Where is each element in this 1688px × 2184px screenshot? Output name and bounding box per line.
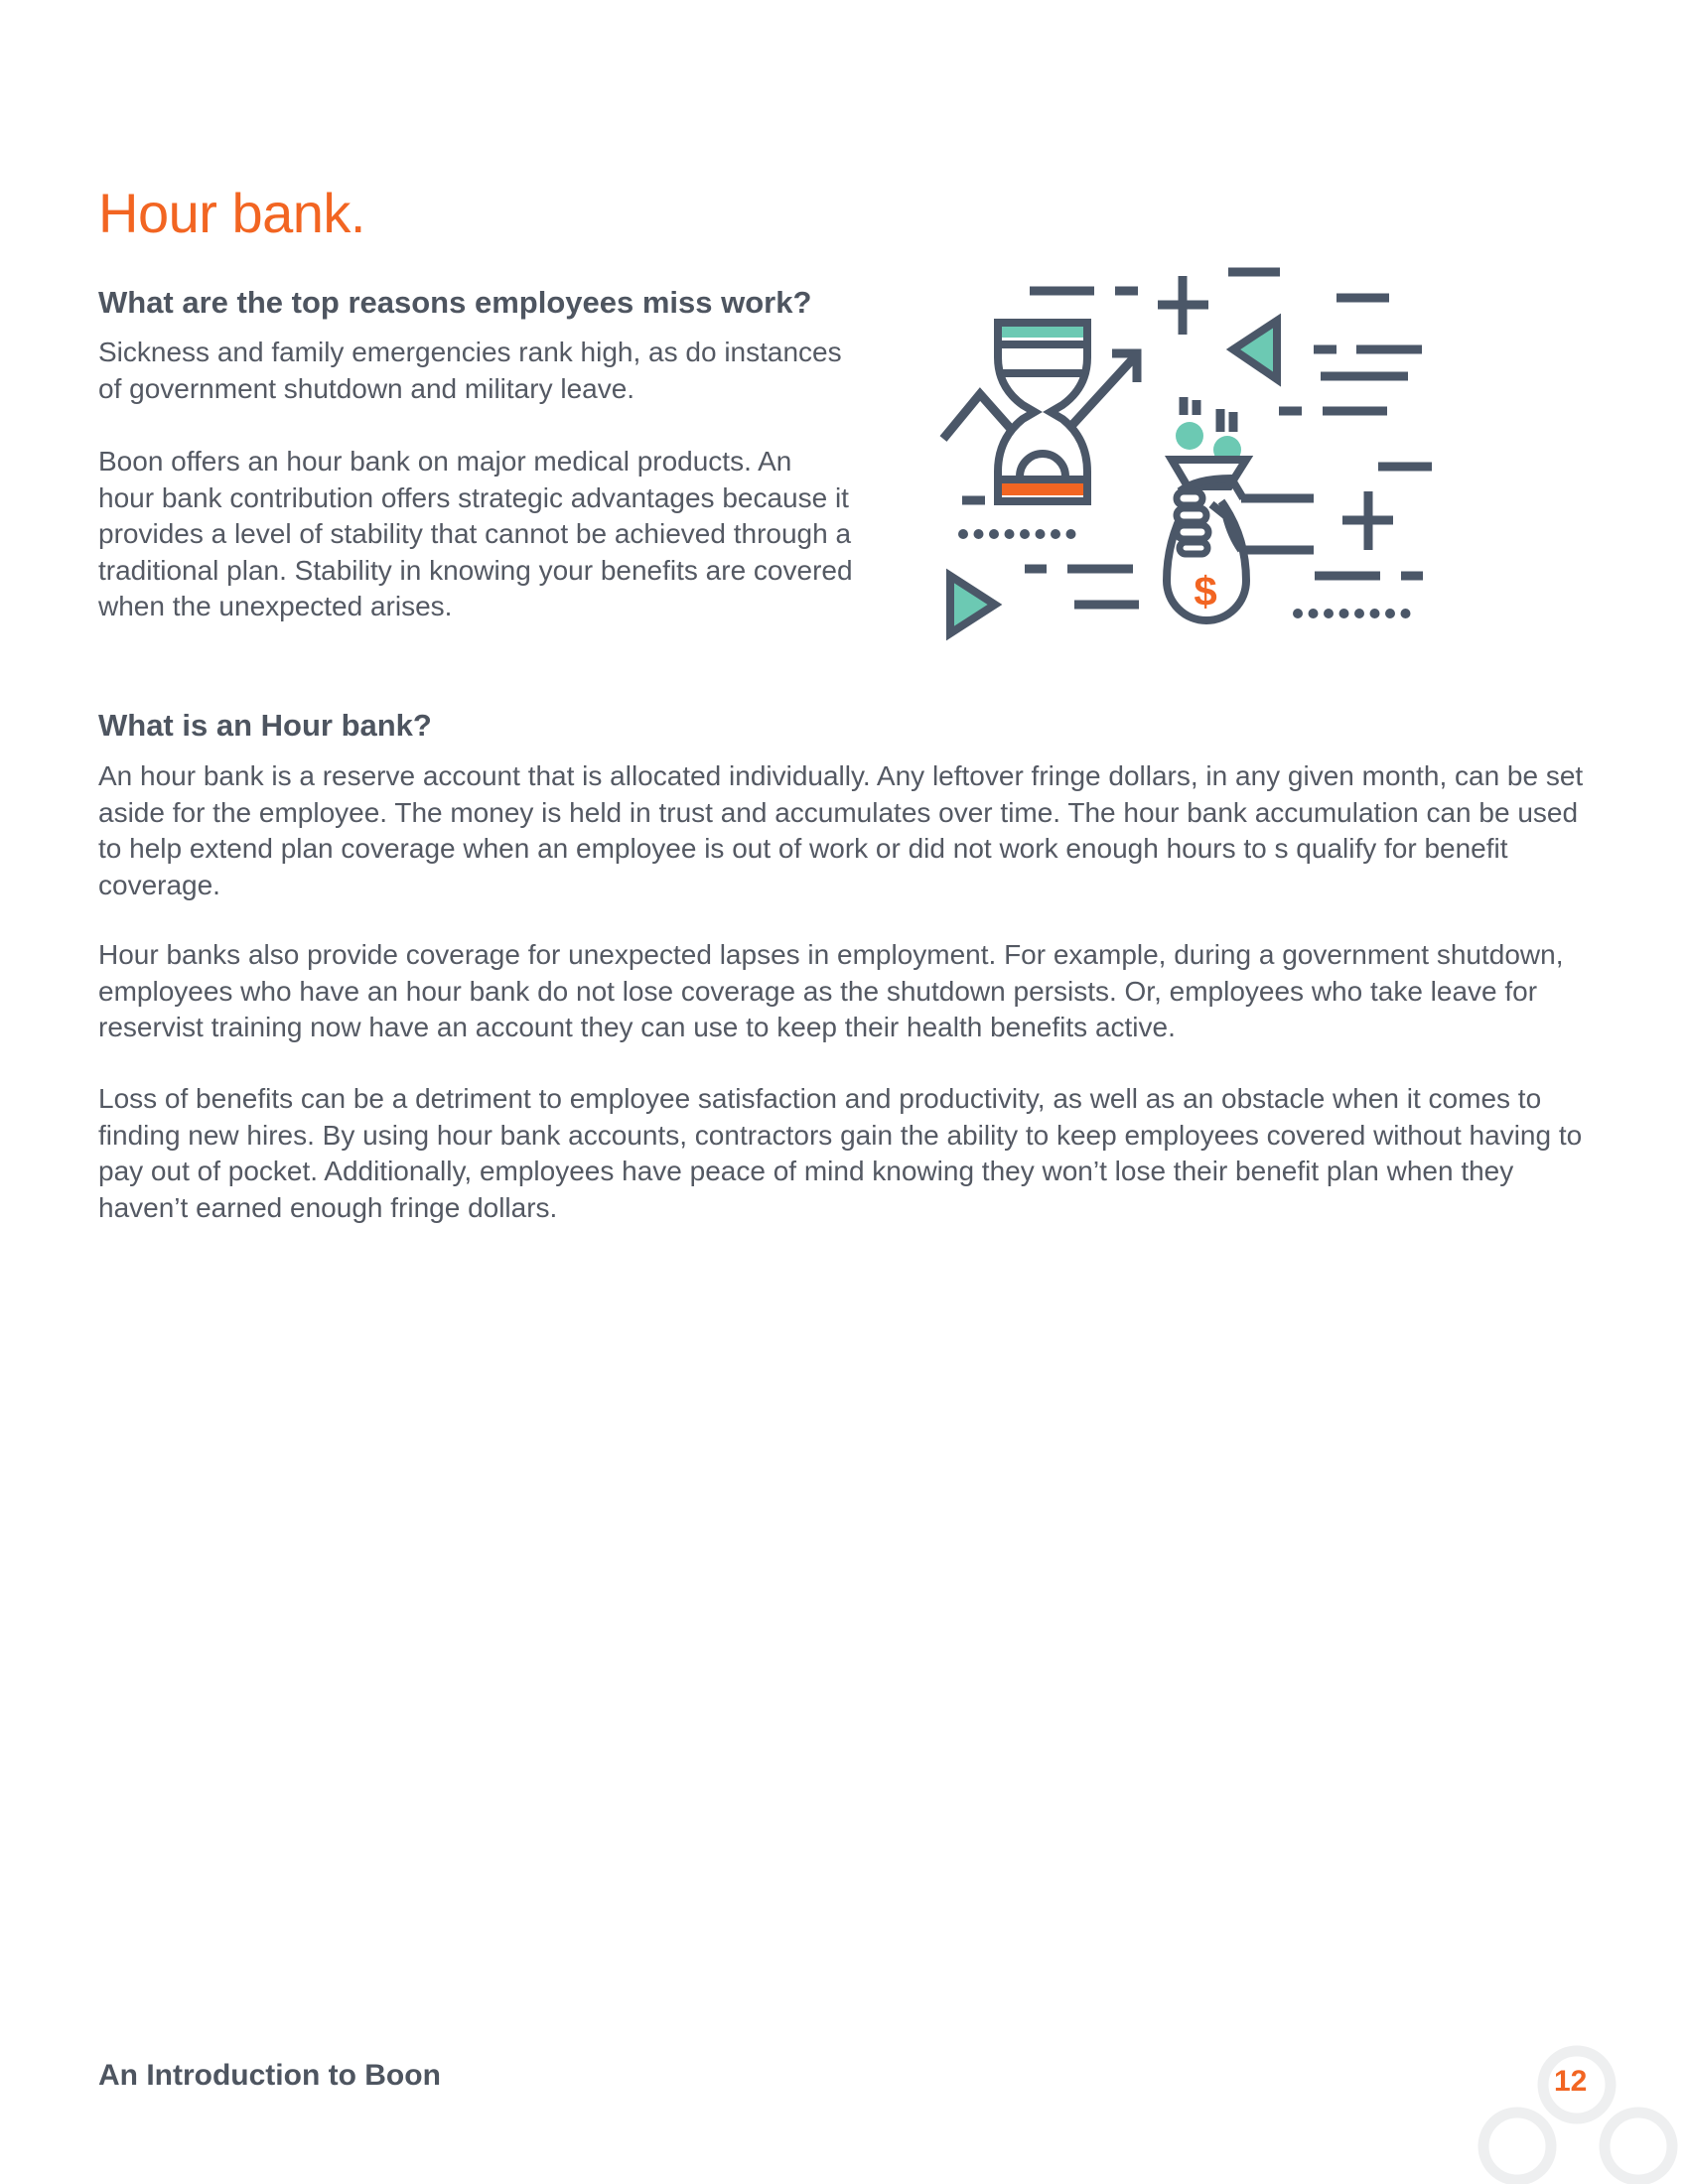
triangle-left-icon — [1233, 321, 1277, 379]
paragraph: Sickness and family emergencies rank high, as do instances of government shutdown and military leave. — [98, 337, 842, 404]
page-number: 12 — [1554, 2065, 1588, 2098]
money-bag-icon — [1167, 422, 1246, 620]
paragraph: Boon offers an hour bank on major medical products. An hour bank contribution offers strategic advantages because it provides a level of stability that cannot be achieved through a traditional plan. Stability in knowing your benefits are covered when the unexpected arises. — [98, 446, 853, 621]
section-heading-what-is-hour-bank: What is an Hour bank? — [98, 708, 432, 743]
hour-bank-illustration — [923, 248, 1519, 645]
hourglass-icon — [998, 323, 1087, 501]
triangle-right-icon — [950, 576, 995, 633]
paragraph: Hour banks also provide coverage for unexpected lapses in employment. For example, during a government shutdown, employees who have an hour bank do not lose coverage as the shutdown persists. Or, employees who take leave for reservist training now have an account they can use to keep their health benefits active. — [98, 939, 1564, 1042]
section-heading-top-reasons: What are the top reasons employees miss work? — [98, 285, 812, 320]
page-title: Hour bank. — [98, 182, 365, 244]
boon-logo-icon — [1460, 2035, 1688, 2184]
dollar-sign: $ — [1194, 568, 1217, 614]
footer-document-title: An Introduction to Boon — [98, 2059, 441, 2092]
paragraph: An hour bank is a reserve account that is allocated individually. Any leftover fringe dollars, in any given month, can be set aside for the employee. The money is held in trust and accumulates over time. The hour bank accumulation can be used to help extend plan coverage when an employee is out of work or did not work enough hours to s qualify for benefit coverage. — [98, 760, 1584, 900]
paragraph: Loss of benefits can be a detriment to employee satisfaction and productivity, as well as an obstacle when it comes to finding new hires. By using hour bank accounts, contractors gain the ability to keep employees covered without having to pay out of pocket. Additionally, employees have peace of mind knowing they won’t lose their benefit plan when they haven’t earned enough fringe dollars. — [98, 1083, 1583, 1223]
